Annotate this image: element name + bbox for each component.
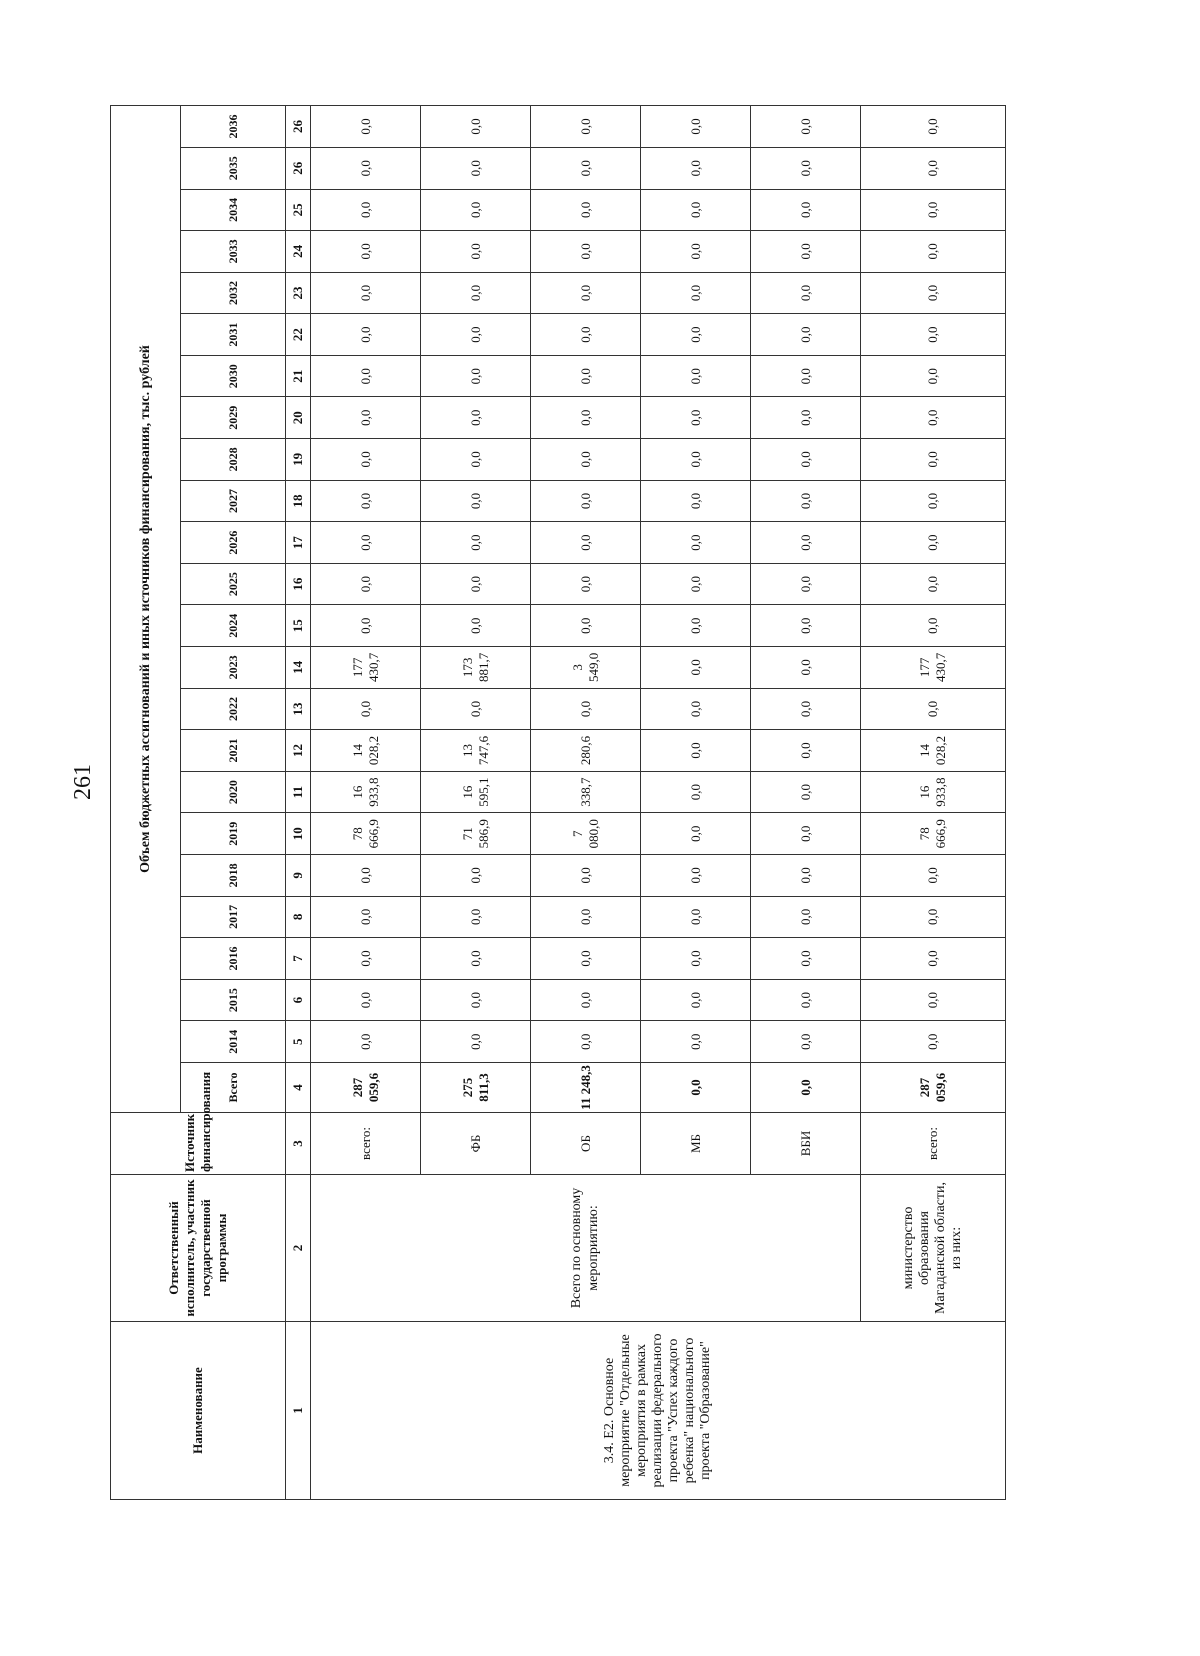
total-cell: 287 059,6 [861,1063,1006,1113]
year-header: 2035 [181,147,286,189]
value-cell: 0,0 [751,231,861,273]
value-cell: 0,0 [751,480,861,522]
value-cell: 0,0 [531,272,641,314]
value-cell: 0,0 [861,147,1006,189]
value-cell: 0,0 [861,563,1006,605]
value-cell: 0,0 [861,480,1006,522]
value-cell: 0,0 [751,189,861,231]
value-cell: 0,0 [311,480,421,522]
value-cell: 0,0 [751,563,861,605]
source-cell: всего: [861,1113,1006,1175]
value-cell: 0,0 [421,605,531,647]
value-cell: 0,0 [531,979,641,1021]
value-cell: 0,0 [751,938,861,980]
value-cell: 0,0 [421,231,531,273]
year-header: 2019 [181,813,286,855]
year-header: 2016 [181,938,286,980]
value-cell: 0,0 [751,106,861,148]
year-header: 2031 [181,314,286,356]
responsible-ministry-cell: министерство образования Магаданской области, из них: [861,1175,1006,1322]
value-cell: 0,0 [531,522,641,564]
value-cell: 0,0 [751,355,861,397]
year-header: 2022 [181,688,286,730]
value-cell: 0,0 [311,147,421,189]
value-cell: 0,0 [861,189,1006,231]
column-number: 25 [286,189,311,231]
value-cell: 0,0 [751,439,861,481]
value-cell: 0,0 [531,896,641,938]
value-cell: 0,0 [641,896,751,938]
value-cell: 0,0 [641,397,751,439]
value-cell: 0,0 [421,522,531,564]
value-cell: 0,0 [861,522,1006,564]
value-cell: 16 933,8 [861,771,1006,813]
value-cell: 0,0 [531,314,641,356]
value-cell: 280,6 [531,730,641,772]
total-cell: 0,0 [641,1063,751,1113]
value-cell: 0,0 [311,1021,421,1063]
name-header: Наименование [111,1322,286,1500]
value-cell: 0,0 [641,563,751,605]
column-number: 1 [286,1322,311,1500]
value-cell: 0,0 [641,314,751,356]
year-header: 2027 [181,480,286,522]
year-header: 2020 [181,771,286,813]
value-cell: 0,0 [311,189,421,231]
column-number: 15 [286,605,311,647]
value-cell: 0,0 [861,938,1006,980]
value-cell: 0,0 [751,605,861,647]
column-number: 26 [286,147,311,189]
value-cell: 0,0 [311,314,421,356]
activity-name-cell: 3.4. Е2. Основное мероприятие "Отдельные мероприятия в рамках реализации федерального проекта "Успех каждого ребенка" национального проекта "Образование" [311,1322,1006,1500]
value-cell: 0,0 [421,314,531,356]
value-cell: 0,0 [641,688,751,730]
value-cell: 0,0 [751,397,861,439]
year-header: 2015 [181,979,286,1021]
value-cell: 0,0 [861,688,1006,730]
value-cell: 338,7 [531,771,641,813]
value-cell: 0,0 [751,855,861,897]
column-number: 21 [286,355,311,397]
value-cell: 0,0 [641,272,751,314]
value-cell: 0,0 [641,480,751,522]
value-cell: 78 666,9 [861,813,1006,855]
table-row [311,106,421,1500]
value-cell: 0,0 [861,231,1006,273]
value-cell: 0,0 [751,688,861,730]
value-cell: 14 028,2 [311,730,421,772]
value-cell: 0,0 [641,355,751,397]
value-cell: 0,0 [641,855,751,897]
value-cell: 13 747,6 [421,730,531,772]
column-number: 18 [286,480,311,522]
value-cell: 0,0 [421,480,531,522]
value-cell: 0,0 [641,647,751,689]
value-cell: 0,0 [641,439,751,481]
value-cell: 0,0 [531,480,641,522]
value-cell: 0,0 [861,896,1006,938]
source-cell: ОБ [531,1113,641,1175]
value-cell: 0,0 [311,855,421,897]
value-cell: 0,0 [311,397,421,439]
rotated-table-container [110,114,1005,1500]
value-cell: 0,0 [861,355,1006,397]
value-cell: 0,0 [641,1021,751,1063]
value-cell: 0,0 [421,1021,531,1063]
column-number: 6 [286,979,311,1021]
value-cell: 0,0 [421,855,531,897]
column-number: 2 [286,1175,311,1322]
value-cell: 71 586,9 [421,813,531,855]
value-cell: 0,0 [311,522,421,564]
year-header: 2024 [181,605,286,647]
header-row-1 [111,106,181,1500]
column-number: 13 [286,688,311,730]
total-header: Всего [181,1063,286,1113]
value-cell: 0,0 [531,938,641,980]
value-cell: 0,0 [861,855,1006,897]
column-number: 11 [286,771,311,813]
value-cell: 0,0 [861,439,1006,481]
value-cell: 0,0 [531,563,641,605]
value-cell: 0,0 [421,147,531,189]
value-cell: 0,0 [751,272,861,314]
value-cell: 177 430,7 [311,647,421,689]
value-cell: 0,0 [421,439,531,481]
column-number: 22 [286,314,311,356]
value-cell: 0,0 [311,896,421,938]
value-cell: 0,0 [861,605,1006,647]
value-cell: 0,0 [311,355,421,397]
volume-header: Объем бюджетных ассигнований и иных источников финансирования, тыс. рублей [111,106,181,1113]
value-cell: 0,0 [861,1021,1006,1063]
value-cell: 0,0 [311,605,421,647]
column-number: 3 [286,1113,311,1175]
column-number: 17 [286,522,311,564]
year-header: 2025 [181,563,286,605]
value-cell: 0,0 [531,231,641,273]
value-cell: 0,0 [311,938,421,980]
year-header: 2034 [181,189,286,231]
value-cell: 0,0 [311,439,421,481]
value-cell: 0,0 [751,1021,861,1063]
value-cell: 7 080,0 [531,813,641,855]
responsible-header: Ответственный исполнитель, участник государственной программы [111,1175,286,1322]
table-row [861,106,1006,1500]
column-number: 12 [286,730,311,772]
value-cell: 0,0 [311,563,421,605]
responsible-total-cell: Всего по основному мероприятию: [311,1175,861,1322]
value-cell: 0,0 [531,1021,641,1063]
column-number: 16 [286,563,311,605]
year-header: 2023 [181,647,286,689]
column-number: 9 [286,855,311,897]
total-cell: 287 059,6 [311,1063,421,1113]
source-cell: МБ [641,1113,751,1175]
value-cell: 16 595,1 [421,771,531,813]
value-cell: 0,0 [421,272,531,314]
value-cell: 0,0 [641,106,751,148]
value-cell: 0,0 [641,813,751,855]
column-number: 14 [286,647,311,689]
value-cell: 0,0 [531,439,641,481]
value-cell: 0,0 [311,106,421,148]
column-number: 10 [286,813,311,855]
value-cell: 3 549,0 [531,647,641,689]
value-cell: 0,0 [641,938,751,980]
value-cell: 16 933,8 [311,771,421,813]
total-cell: 275 811,3 [421,1063,531,1113]
value-cell: 0,0 [751,647,861,689]
value-cell: 0,0 [861,979,1006,1021]
total-cell: 0,0 [751,1063,861,1113]
value-cell: 0,0 [641,771,751,813]
page-number: 261 [70,764,96,800]
source-cell: ВБИ [751,1113,861,1175]
value-cell: 0,0 [861,314,1006,356]
value-cell: 0,0 [531,397,641,439]
column-number: 5 [286,1021,311,1063]
year-header: 2021 [181,730,286,772]
value-cell: 0,0 [751,979,861,1021]
value-cell: 0,0 [641,189,751,231]
column-number-row [286,106,311,1500]
year-header: 2032 [181,272,286,314]
value-cell: 177 430,7 [861,647,1006,689]
value-cell: 0,0 [531,855,641,897]
value-cell: 0,0 [421,397,531,439]
value-cell: 0,0 [641,605,751,647]
value-cell: 0,0 [311,688,421,730]
year-header: 2029 [181,397,286,439]
value-cell: 0,0 [641,522,751,564]
table-body [111,106,1006,1500]
value-cell: 0,0 [751,314,861,356]
column-number: 20 [286,397,311,439]
column-number: 26 [286,106,311,148]
value-cell: 0,0 [311,231,421,273]
value-cell: 0,0 [531,106,641,148]
year-header: 2017 [181,896,286,938]
value-cell: 0,0 [861,272,1006,314]
budget-table [110,105,1006,1500]
value-cell: 0,0 [751,522,861,564]
year-header: 2030 [181,355,286,397]
value-cell: 0,0 [531,147,641,189]
value-cell: 14 028,2 [861,730,1006,772]
value-cell: 0,0 [531,355,641,397]
value-cell: 0,0 [751,771,861,813]
year-header: 2028 [181,439,286,481]
value-cell: 0,0 [861,397,1006,439]
value-cell: 0,0 [421,896,531,938]
value-cell: 0,0 [421,688,531,730]
value-cell: 0,0 [531,688,641,730]
column-number: 8 [286,896,311,938]
source-cell: ФБ [421,1113,531,1175]
value-cell: 0,0 [751,147,861,189]
value-cell: 0,0 [421,979,531,1021]
value-cell: 0,0 [421,563,531,605]
source-header: Источник финансирования [111,1113,286,1175]
value-cell: 0,0 [421,938,531,980]
value-cell: 0,0 [861,106,1006,148]
year-header: 2026 [181,522,286,564]
value-cell: 0,0 [641,979,751,1021]
year-header: 2018 [181,855,286,897]
year-header: 2014 [181,1021,286,1063]
year-header: 2033 [181,231,286,273]
year-header: 2036 [181,106,286,148]
value-cell: 0,0 [531,189,641,231]
value-cell: 0,0 [641,231,751,273]
column-number: 4 [286,1063,311,1113]
value-cell: 78 666,9 [311,813,421,855]
value-cell: 0,0 [751,896,861,938]
total-cell: 11 248,3 [531,1063,641,1113]
value-cell: 0,0 [751,813,861,855]
column-number: 7 [286,938,311,980]
value-cell: 0,0 [531,605,641,647]
value-cell: 0,0 [421,355,531,397]
value-cell: 0,0 [311,272,421,314]
column-number: 23 [286,272,311,314]
column-number: 24 [286,231,311,273]
column-number: 19 [286,439,311,481]
value-cell: 0,0 [751,730,861,772]
source-cell: всего: [311,1113,421,1175]
value-cell: 0,0 [641,730,751,772]
value-cell: 0,0 [421,189,531,231]
value-cell: 0,0 [311,979,421,1021]
value-cell: 173 881,7 [421,647,531,689]
value-cell: 0,0 [421,106,531,148]
value-cell: 0,0 [641,147,751,189]
